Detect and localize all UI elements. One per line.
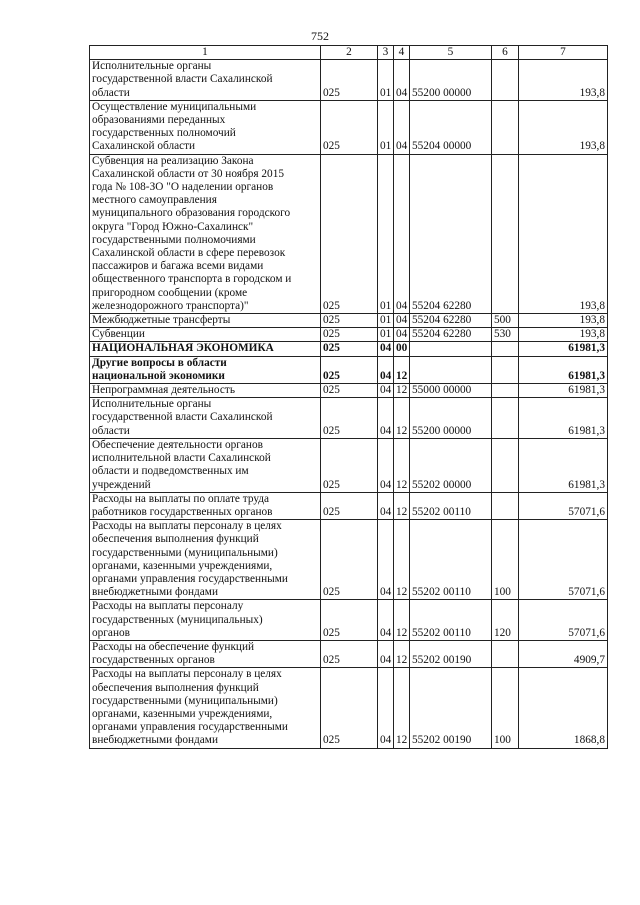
amount-cell: 193,8 (519, 328, 608, 342)
amount-cell: 61981,3 (519, 384, 608, 398)
section-code-cell: 01 (378, 314, 394, 328)
column-header: 5 (410, 46, 492, 60)
table-row (90, 328, 608, 342)
section-code-cell: 04 (378, 384, 394, 398)
ministry-code-cell: 025 (321, 328, 378, 342)
row-name-cell: Расходы на выплаты персоналу государственных (муниципальных) органов (90, 600, 321, 641)
table-row (90, 342, 608, 356)
table-row (90, 356, 608, 383)
row-name-cell: Исполнительные органы государственной власти Сахалинской области (90, 398, 321, 439)
expense-type-cell (492, 342, 519, 356)
target-article-cell: 55204 62280 (410, 154, 492, 313)
expense-type-cell (492, 438, 519, 492)
subsection-code-cell: 12 (394, 384, 410, 398)
ministry-code-cell: 025 (321, 640, 378, 667)
row-name-cell: Расходы на выплаты персоналу в целях обеспечения выполнения функций государственными (муниципальными) органами, казенными учреждениями, органами управления государственными внебюджетными фондами (90, 668, 321, 748)
row-name-cell: Осуществление муниципальными образованиями переданных государственных полномочий Сахалинской области (90, 100, 321, 154)
section-code-cell: 01 (378, 328, 394, 342)
subsection-code-cell: 12 (394, 356, 410, 383)
subsection-code-cell: 00 (394, 342, 410, 356)
section-code-cell: 04 (378, 438, 394, 492)
table-row (90, 438, 608, 492)
subsection-code-cell: 12 (394, 492, 410, 519)
row-name-cell: Расходы на выплаты по оплате труда работников государственных органов (90, 492, 321, 519)
row-name-cell: Субвенция на реализацию Закона Сахалинской области от 30 ноября 2015 года № 108-ЗО "О наделении органов местного самоуправления муниципального образования городского округа "Город Южно-Сахалинск" государственными полномочиями Сахалинской области в сфере перевозок пассажиров и багажа всеми видами общественного транспорта в городском и пригородном сообщении (кроме железнодорожного транспорта)" (90, 154, 321, 313)
expense-type-cell (492, 356, 519, 383)
ministry-code-cell: 025 (321, 342, 378, 356)
ministry-code-cell: 025 (321, 154, 378, 313)
target-article-cell: 55202 00000 (410, 438, 492, 492)
section-code-cell: 04 (378, 640, 394, 667)
row-name-cell: Непрограммная деятельность (90, 384, 321, 398)
section-code-cell: 04 (378, 398, 394, 439)
ministry-code-cell: 025 (321, 60, 378, 101)
subsection-code-cell: 12 (394, 520, 410, 600)
column-header: 6 (492, 46, 519, 60)
target-article-cell: 55200 00000 (410, 60, 492, 101)
column-header: 4 (394, 46, 410, 60)
ministry-code-cell: 025 (321, 600, 378, 641)
target-article-cell: 55202 00190 (410, 668, 492, 748)
amount-cell: 61981,3 (519, 342, 608, 356)
subsection-code-cell: 12 (394, 668, 410, 748)
amount-cell: 57071,6 (519, 600, 608, 641)
table-row (90, 154, 608, 313)
section-code-cell: 04 (378, 492, 394, 519)
amount-cell: 1868,8 (519, 668, 608, 748)
amount-cell: 61981,3 (519, 356, 608, 383)
target-article-cell: 55204 62280 (410, 314, 492, 328)
table-row (90, 398, 608, 439)
subsection-code-cell: 04 (394, 154, 410, 313)
subsection-code-cell: 12 (394, 600, 410, 641)
row-name-cell: Межбюджетные трансферты (90, 314, 321, 328)
expense-type-cell: 120 (492, 600, 519, 641)
ministry-code-cell: 025 (321, 520, 378, 600)
ministry-code-cell: 025 (321, 384, 378, 398)
budget-table (89, 45, 608, 749)
target-article-cell: 55200 00000 (410, 398, 492, 439)
ministry-code-cell: 025 (321, 100, 378, 154)
subsection-code-cell: 12 (394, 438, 410, 492)
expense-type-cell: 530 (492, 328, 519, 342)
row-name-cell: Расходы на выплаты персоналу в целях обеспечения выполнения функций государственными (муниципальными) органами, казенными учреждениями, органами управления государственными внебюджетными фондами (90, 520, 321, 600)
row-name-cell: Исполнительные органы государственной власти Сахалинской области (90, 60, 321, 101)
subsection-code-cell: 04 (394, 60, 410, 101)
section-code-cell: 01 (378, 60, 394, 101)
amount-cell: 193,8 (519, 154, 608, 313)
subsection-code-cell: 04 (394, 328, 410, 342)
target-article-cell: 55000 00000 (410, 384, 492, 398)
expense-type-cell (492, 100, 519, 154)
section-code-cell: 04 (378, 520, 394, 600)
target-article-cell (410, 342, 492, 356)
target-article-cell (410, 356, 492, 383)
expense-type-cell (492, 384, 519, 398)
table-row (90, 384, 608, 398)
subsection-code-cell: 12 (394, 640, 410, 667)
row-name-cell: Субвенции (90, 328, 321, 342)
row-name-cell: Расходы на обеспечение функций государственных органов (90, 640, 321, 667)
column-header: 3 (378, 46, 394, 60)
ministry-code-cell: 025 (321, 668, 378, 748)
amount-cell: 193,8 (519, 100, 608, 154)
page-number: 752 (311, 29, 329, 43)
target-article-cell: 55204 00000 (410, 100, 492, 154)
target-article-cell: 55202 00110 (410, 492, 492, 519)
column-header: 7 (519, 46, 608, 60)
expense-type-cell: 100 (492, 668, 519, 748)
amount-cell: 193,8 (519, 314, 608, 328)
target-article-cell: 55204 62280 (410, 328, 492, 342)
amount-cell: 57071,6 (519, 492, 608, 519)
target-article-cell: 55202 00110 (410, 520, 492, 600)
section-code-cell: 04 (378, 668, 394, 748)
row-name-cell: Обеспечение деятельности органов исполнительной власти Сахалинской области и подведомственных им учреждений (90, 438, 321, 492)
expense-type-cell: 500 (492, 314, 519, 328)
amount-cell: 4909,7 (519, 640, 608, 667)
expense-type-cell: 100 (492, 520, 519, 600)
section-code-cell: 01 (378, 100, 394, 154)
section-code-cell: 04 (378, 342, 394, 356)
table-row (90, 520, 608, 600)
ministry-code-cell: 025 (321, 314, 378, 328)
table-row (90, 600, 608, 641)
amount-cell: 57071,6 (519, 520, 608, 600)
subsection-code-cell: 12 (394, 398, 410, 439)
target-article-cell: 55202 00190 (410, 640, 492, 667)
amount-cell: 193,8 (519, 60, 608, 101)
column-header: 1 (90, 46, 321, 60)
amount-cell: 61981,3 (519, 398, 608, 439)
ministry-code-cell: 025 (321, 438, 378, 492)
header-row (90, 46, 608, 60)
subsection-code-cell: 04 (394, 100, 410, 154)
table-row (90, 492, 608, 519)
target-article-cell: 55202 00110 (410, 600, 492, 641)
section-code-cell: 01 (378, 154, 394, 313)
subsection-code-cell: 04 (394, 314, 410, 328)
expense-type-cell (492, 640, 519, 667)
row-name-cell: НАЦИОНАЛЬНАЯ ЭКОНОМИКА (90, 342, 321, 356)
column-header: 2 (321, 46, 378, 60)
table-row (90, 668, 608, 748)
row-name-cell: Другие вопросы в области национальной экономики (90, 356, 321, 383)
table-row (90, 60, 608, 101)
ministry-code-cell: 025 (321, 492, 378, 519)
table-row (90, 100, 608, 154)
table-row (90, 314, 608, 328)
expense-type-cell (492, 398, 519, 439)
expense-type-cell (492, 60, 519, 101)
amount-cell: 61981,3 (519, 438, 608, 492)
table-row (90, 640, 608, 667)
section-code-cell: 04 (378, 356, 394, 383)
expense-type-cell (492, 492, 519, 519)
ministry-code-cell: 025 (321, 398, 378, 439)
ministry-code-cell: 025 (321, 356, 378, 383)
section-code-cell: 04 (378, 600, 394, 641)
expense-type-cell (492, 154, 519, 313)
